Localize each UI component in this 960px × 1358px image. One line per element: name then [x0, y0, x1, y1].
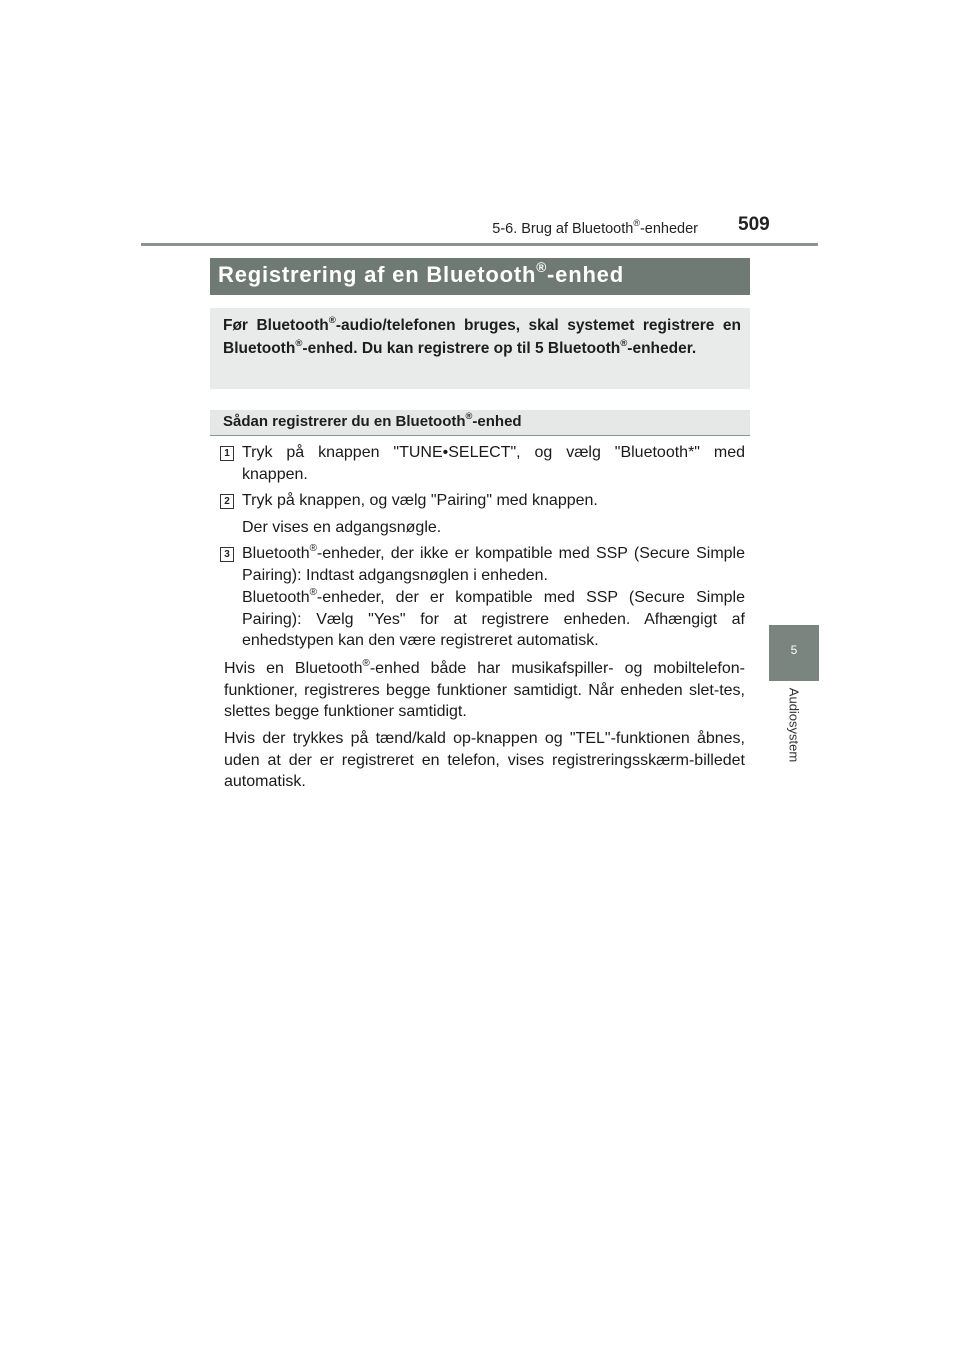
- registered-mark: ®: [633, 218, 640, 229]
- intro-text: -audio/telefonen bruges, skal systemet registrere en Bluetooth: [223, 317, 741, 357]
- section-header-suffix: -enheder: [639, 221, 698, 237]
- chapter-tab: [769, 625, 819, 681]
- step-number-badge: 1: [220, 446, 234, 461]
- subheading-text: Sådan registrerer du en Bluetooth: [223, 413, 466, 430]
- registered-mark: ®: [620, 337, 628, 349]
- registered-mark: ®: [362, 657, 370, 669]
- step-3-text-b: [242, 587, 745, 652]
- registered-mark: ®: [309, 542, 317, 554]
- subheading-suffix: -enhed: [472, 413, 522, 430]
- step-3-b-lead: Bluetooth: [242, 589, 310, 606]
- section-title: [210, 258, 750, 295]
- page-number: 509: [738, 214, 770, 235]
- step-3-a-body: -enheder, der ikke er kompatible med SSP (Secure Simple Pairing): Indtast adgangsnøglen i enheden.: [242, 545, 745, 584]
- step-3-b-body: -enheder, der er kompatible med SSP (Secure Simple Pairing): Vælg "Yes" for at registrere enheden. Afhængigt af enhedstypen kan den være registreret automatisk.: [242, 589, 745, 649]
- step-2-text: Tryk på knappen, og vælg "Pairing" med knappen.: [242, 492, 598, 509]
- note-1-body: -enhed både har musikafspiller- og mobiltelefon-funktioner, registreres begge funktioner samtidigt. Når enheden slet-tes, slettes begge funktioner samtidigt.: [224, 660, 746, 720]
- note-1-lead: Hvis en Bluetooth: [224, 660, 363, 677]
- intro-text: Før Bluetooth: [223, 317, 329, 334]
- intro-box: [210, 308, 750, 389]
- section-header-text: 5-6. Brug af Bluetooth: [492, 221, 634, 237]
- step-1-text: Tryk på knappen "TUNE•SELECT", og vælg "Bluetooth*" med knappen.: [242, 444, 745, 483]
- registered-mark: ®: [309, 586, 317, 598]
- section-title-text: Registrering af en Bluetooth: [218, 262, 537, 287]
- chapter-number: 5: [790, 643, 798, 657]
- note-1: [224, 658, 745, 723]
- registered-mark: ®: [465, 411, 473, 422]
- registered-mark: ®: [536, 260, 548, 276]
- registered-mark: ®: [295, 337, 303, 349]
- intro-text: -enheder.: [627, 340, 697, 357]
- chapter-label: Audiosystem: [786, 687, 802, 763]
- step-number-badge: 2: [220, 494, 234, 509]
- note-2: Hvis der trykkes på tænd/kald op-knappen og "TEL"-funktionen åbnes, uden at der er registreret en telefon, vises registreringsskærm-billedet automatisk.: [224, 730, 745, 790]
- step-2-note: Der vises en adgangsnøgle.: [242, 519, 442, 536]
- subheading: [210, 410, 750, 436]
- section-header: [492, 218, 698, 237]
- registered-mark: ®: [328, 314, 336, 326]
- step-3-text-a: [242, 543, 745, 586]
- intro-text: -enhed. Du kan registrere op til 5 Bluetooth: [302, 340, 621, 357]
- section-title-suffix: -enhed: [547, 262, 624, 287]
- step-number-badge: 3: [220, 547, 234, 562]
- header-divider: [141, 243, 818, 246]
- step-3-a-lead: Bluetooth: [242, 545, 310, 562]
